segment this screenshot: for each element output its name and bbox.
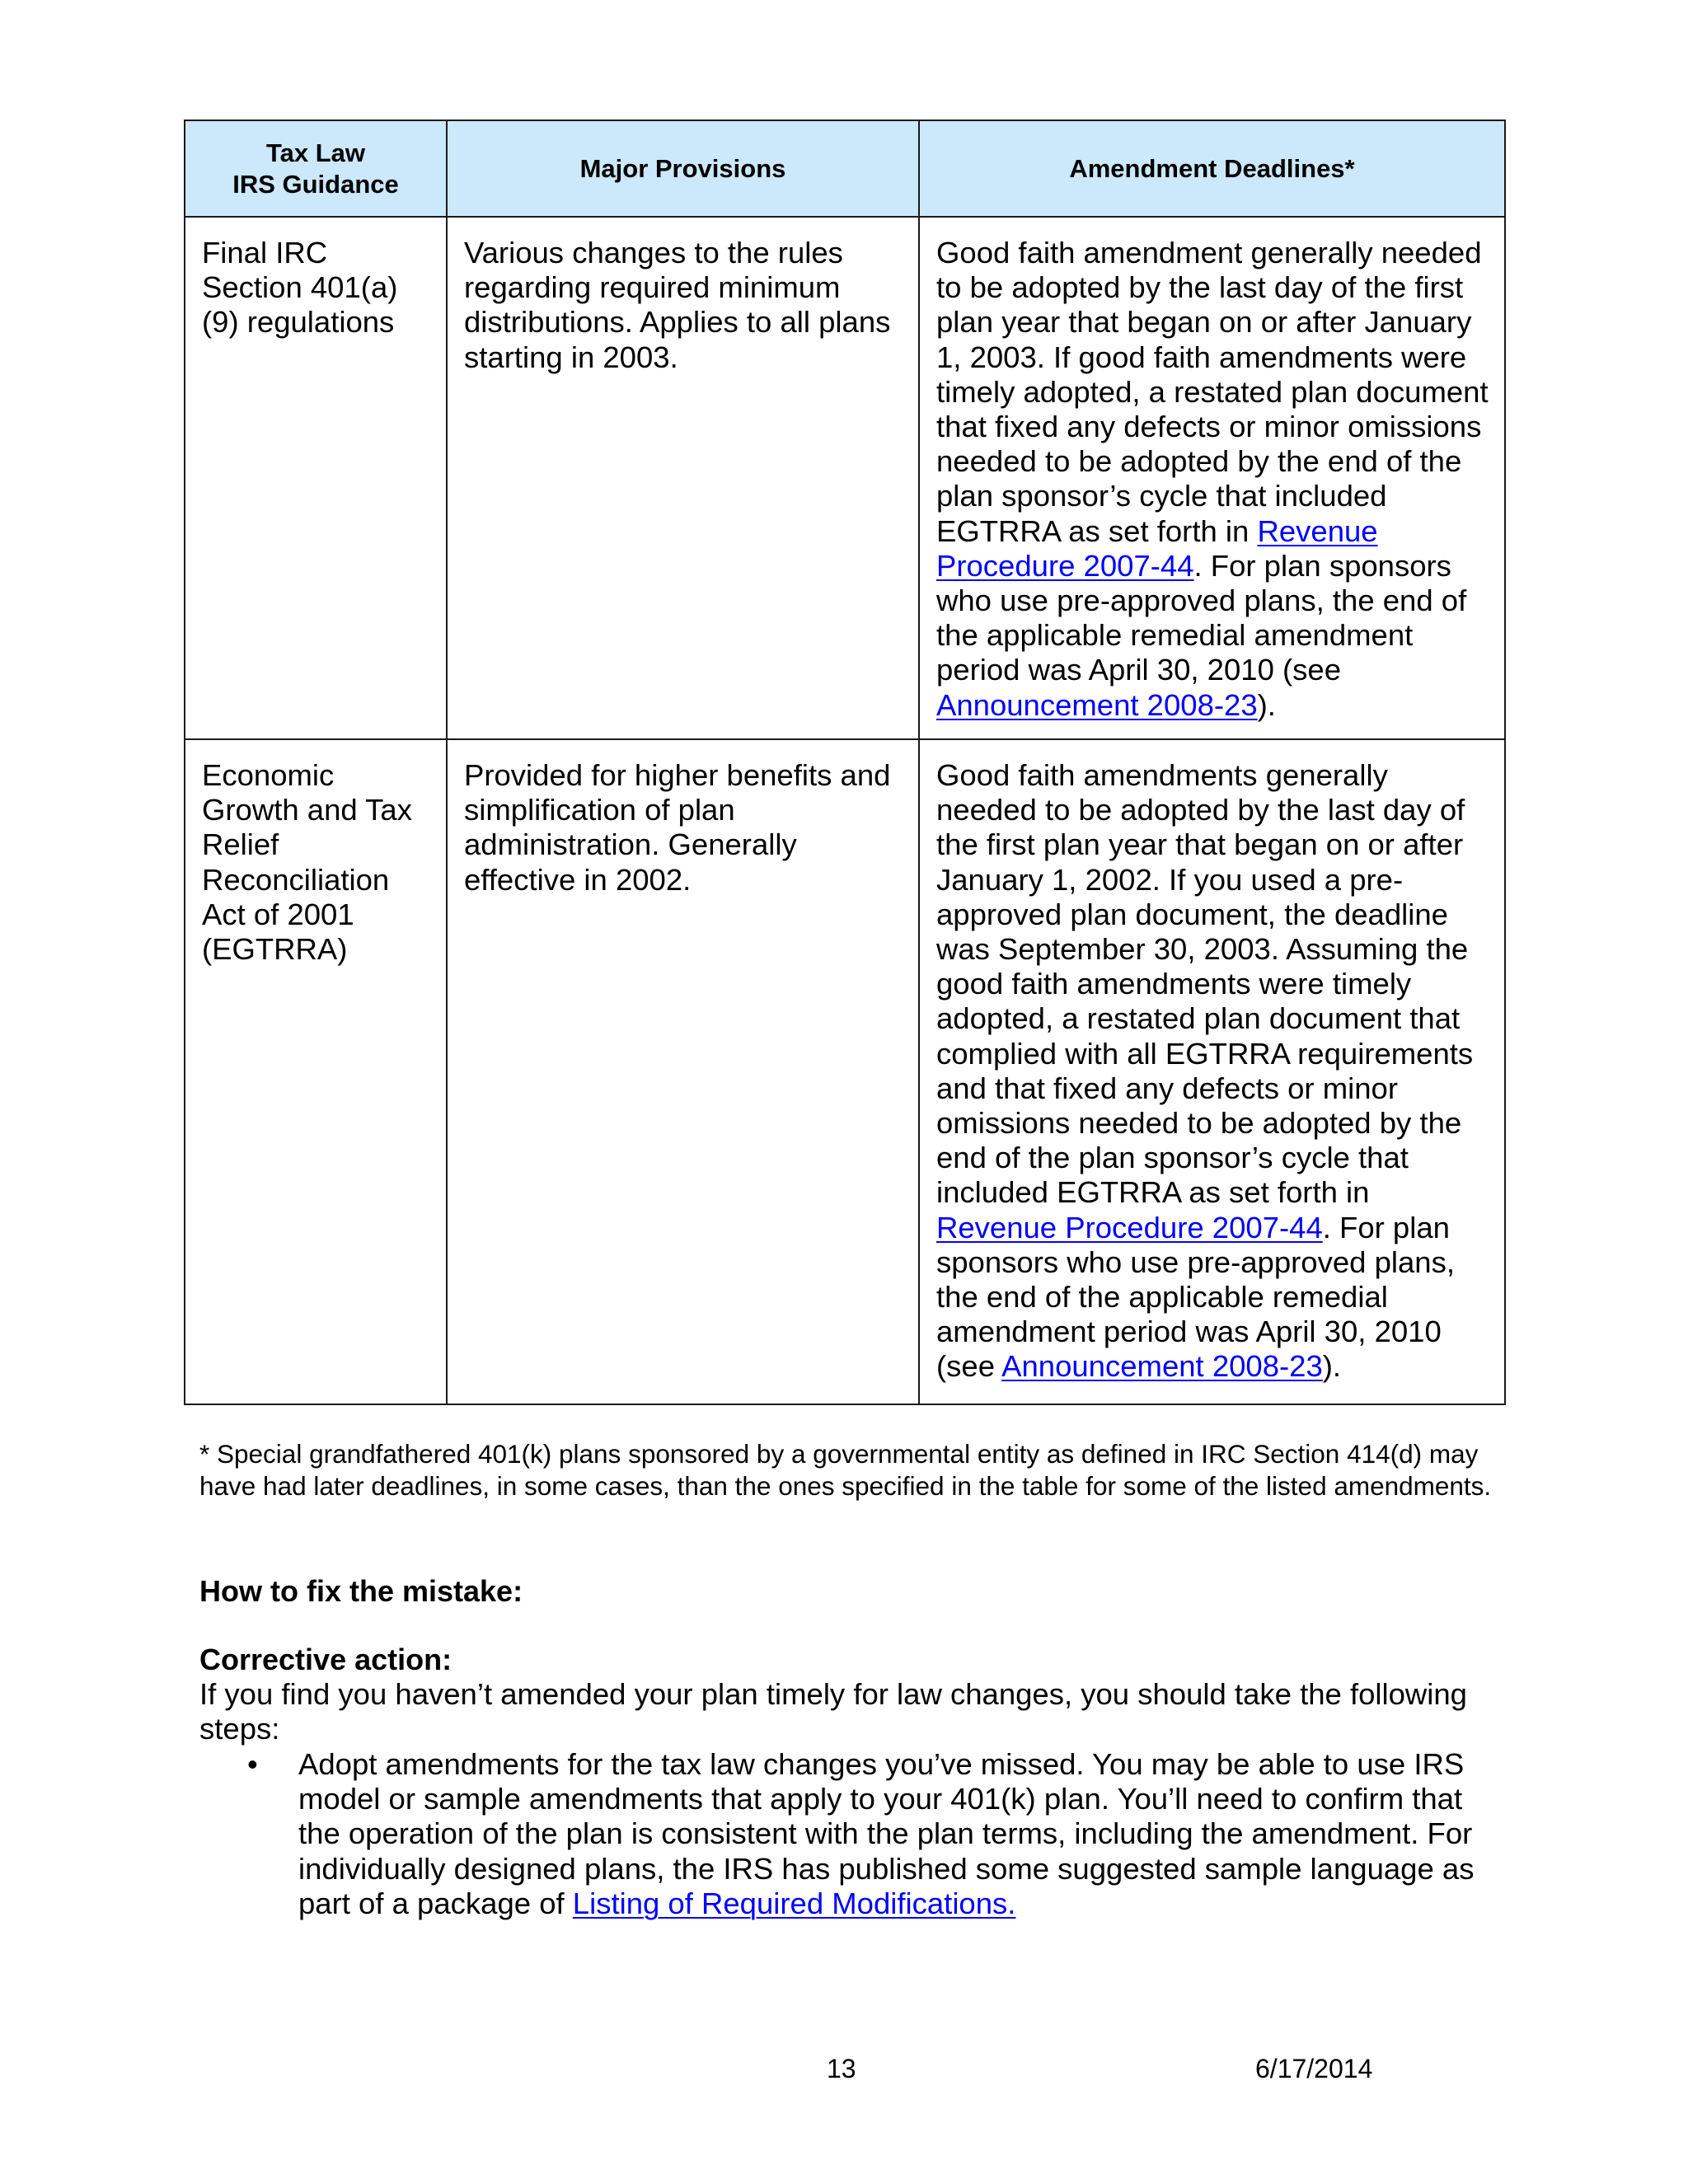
header-amendment-deadlines: Amendment Deadlines* <box>919 120 1505 217</box>
step-text: Adopt amendments for the tax law changes you’ve missed. You may be able to use IRS model or sample amendments that apply to your 401(k) plan. You’ll need to confirm that the operation of the plan is consistent with the plan terms, including the amendment. For individually designed plans, the IRS has published some suggested sample language as part of a package of <box>298 1747 1475 1920</box>
footer-date: 6/17/2014 <box>1255 2054 1373 2083</box>
section-heading: How to fix the mistake: <box>199 1574 523 1608</box>
deadline-text: Good faith amendment generally needed to be adopted by the last day of the first plan year that began on or after January 1, 2003. If good faith amendments were timely adopted, a restated plan document that fixed any defects or minor omissions needed to be adopted by the end of the plan sponsor’s cycle that included EGTRRA as set forth in <box>936 236 1489 548</box>
cell-tax-law: Economic Growth and Tax Relief Reconciliation Act of 2001 (EGTRRA) <box>185 739 447 1404</box>
table-header-row <box>185 120 1505 217</box>
cell-provisions: Provided for higher benefits and simplification of plan administration. Generally effective in 2002. <box>447 739 919 1404</box>
listing-required-modifications-link[interactable]: Listing of Required Modifications. <box>572 1886 1016 1920</box>
announcement-link[interactable]: Announcement 2008-23 <box>936 687 1258 722</box>
cell-tax-law: Final IRC Section 401(a)(9) regulations <box>185 217 447 739</box>
header-major-provisions: Major Provisions <box>447 120 919 217</box>
deadline-text: . For plan sponsors who use pre-approved plans, the end of the applicable remedial amendment period was April 30, 2010 (see <box>936 548 1467 687</box>
header-tax-law-line1: Tax Law <box>265 138 366 167</box>
deadline-text: Good faith amendments generally needed to be adopted by the last day of the first plan year that began on or after January 1, 2002. If you used a pre-approved plan document, the deadline was September 30, 2003. Assuming the good faith amendments were timely adopted, a restated plan document that complied with all EGTRRA requirements and that fixed any defects or minor omissions needed to be adopted by the end of the plan sponsor’s cycle that included EGTRRA as set forth in <box>936 758 1474 1210</box>
section-subheading: Corrective action: <box>199 1643 452 1676</box>
table-row <box>185 739 1505 1404</box>
revenue-procedure-link[interactable]: Revenue Procedure 2007-44 <box>936 1210 1323 1244</box>
cell-deadlines <box>919 217 1505 739</box>
header-tax-law-line2: IRS Guidance <box>232 169 399 199</box>
page-number: 13 <box>827 2054 856 2083</box>
cell-provisions: Various changes to the rules regarding required minimum distributions. Applies to all plans starting in 2003. <box>447 217 919 739</box>
header-tax-law <box>185 120 447 217</box>
steps-list <box>199 1747 1502 1921</box>
revenue-procedure-link[interactable]: Revenue Procedure 2007-44 <box>936 513 1378 583</box>
deadline-text: ). <box>1257 687 1276 722</box>
bullet-icon: • <box>247 1747 258 1781</box>
table-footnote: * Special grandfathered 401(k) plans sponsored by a governmental entity as defined in IRC Section 414(d) may have had later deadlines, in some cases, than the ones specified in the table for some of the listed amendments. <box>199 1439 1492 1501</box>
announcement-link[interactable]: Announcement 2008-23 <box>1001 1349 1323 1384</box>
deadline-text: ). <box>1322 1349 1342 1384</box>
cell-deadlines <box>919 739 1505 1404</box>
deadline-text: . For plan sponsors who use pre-approved plans, the end of the applicable remedial amendment period was April 30, 2010 (see <box>936 1210 1455 1384</box>
intro-paragraph: If you find you haven’t amended your plan timely for law changes, you should take the following steps: <box>199 1677 1467 1746</box>
table-row <box>185 217 1505 739</box>
amendment-deadlines-table <box>184 120 1506 1405</box>
list-item <box>199 1747 1502 1921</box>
